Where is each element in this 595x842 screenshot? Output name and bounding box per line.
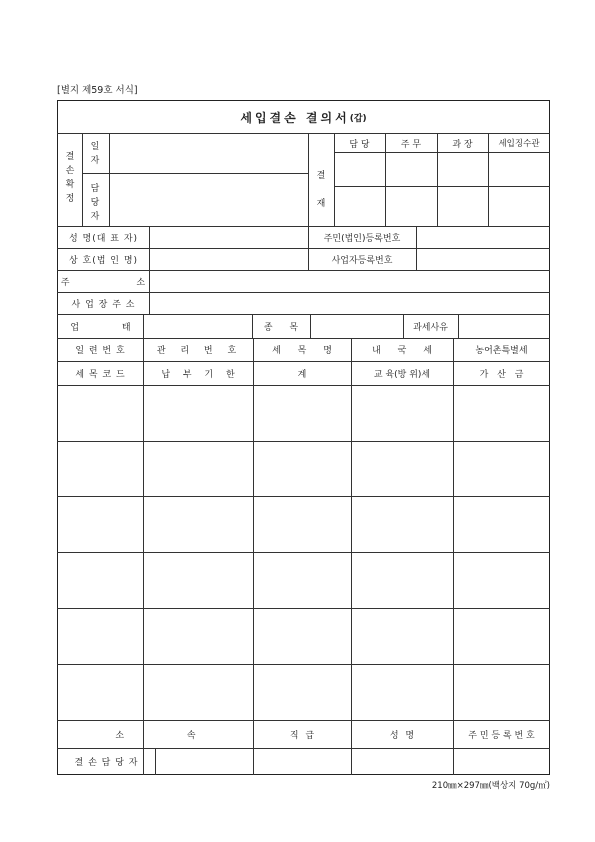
col-penalty-text: 가 산 금 <box>479 369 524 380</box>
col-total: 계 <box>297 369 307 380</box>
col-serial-number: 일 련 번 호 <box>75 346 126 356</box>
col-domestic-tax <box>351 338 453 361</box>
col-tax-code: 세 목 코 드 <box>75 369 126 380</box>
paper-size-note: 210㎜×297㎜(백상지 70g/㎡) <box>431 781 550 791</box>
title-suffix: (갑) <box>349 113 367 124</box>
business-type-field[interactable] <box>144 315 251 337</box>
col-tax-item-text: 세 목 명 <box>272 346 332 356</box>
business-type-text: 업 태 <box>70 322 131 333</box>
tax-reason-label: 과세사유 <box>413 322 448 333</box>
business-type-label <box>58 314 143 338</box>
approval-col-manager: 과 장 <box>452 139 473 150</box>
name-label: 성 명(대 표 자) <box>68 233 139 244</box>
col-due-date <box>143 361 253 385</box>
approval-col-clerk: 담 당 <box>349 139 370 150</box>
approval-label: 결 재 <box>316 171 326 209</box>
address-label <box>58 270 149 292</box>
footer-rank-label <box>253 720 351 748</box>
confirm-person-field[interactable] <box>110 174 307 225</box>
col-due-date-text: 납 부 기 한 <box>161 369 235 380</box>
confirm-date-label: 일 자 <box>90 142 100 166</box>
category-text: 종 목 <box>263 322 299 333</box>
reg-number-field[interactable] <box>417 227 549 247</box>
category-field[interactable] <box>311 315 402 337</box>
confirm-date-field[interactable] <box>110 134 307 172</box>
name-field[interactable] <box>150 227 307 247</box>
biz-reg-field[interactable] <box>417 249 549 269</box>
biz-address-field[interactable] <box>150 293 549 313</box>
address-label-text: 주 소 <box>60 277 147 288</box>
officer-rank-field[interactable] <box>254 749 350 774</box>
address-field[interactable] <box>150 271 549 291</box>
tax-reason-field[interactable] <box>459 315 549 337</box>
footer-name-text: 성 명 <box>389 730 415 741</box>
footer-resident-number-label: 주 민 등 록 번 호 <box>468 730 535 741</box>
category-label <box>252 314 310 338</box>
footer-rank-text: 직 급 <box>289 730 315 741</box>
form-reference: [별지 제59호 서식] <box>57 85 138 96</box>
col-management-number <box>143 338 253 361</box>
table-row[interactable] <box>58 665 549 719</box>
col-management-text: 관 리 번 호 <box>156 346 240 356</box>
reg-number-label: 주민(법인)등록번호 <box>323 233 401 244</box>
confirm-person-label: 담 당 자 <box>90 184 100 222</box>
col-rural-special-tax: 농어촌특별세 <box>475 346 528 356</box>
approval-col-chief: 주 무 <box>400 139 422 150</box>
form-title <box>57 101 550 133</box>
col-tax-item-name <box>253 338 351 361</box>
trade-name-label: 상 호(법 인 명) <box>68 255 139 266</box>
footer-affiliation-label <box>58 720 253 748</box>
table-row[interactable] <box>58 553 549 607</box>
table-row[interactable] <box>58 386 549 440</box>
biz-address-label: 사 업 장 주 소 <box>71 299 136 310</box>
officer-label: 결 손 담 당 자 <box>74 758 139 768</box>
confirm-group-label: 결 손 확 정 <box>65 152 75 204</box>
footer-affiliation-text: 소 속 <box>115 730 196 741</box>
approval-col-collector: 세입징수관 <box>498 139 540 149</box>
trade-name-field[interactable] <box>150 249 307 269</box>
col-education-tax: 교 육(방 위)세 <box>373 369 431 380</box>
title-text: 세입결손 결의서 <box>240 110 350 125</box>
officer-name-field[interactable] <box>352 749 452 774</box>
table-row[interactable] <box>58 442 549 495</box>
col-domestic-text: 내 국 세 <box>372 346 432 356</box>
footer-name-label <box>351 720 453 748</box>
table-row[interactable] <box>58 609 549 663</box>
officer-affiliation-field[interactable] <box>156 749 252 774</box>
officer-resident-number-field[interactable] <box>454 749 549 774</box>
col-penalty <box>453 361 550 385</box>
table-row[interactable] <box>58 497 549 551</box>
biz-reg-label: 사업자등록번호 <box>331 255 393 266</box>
